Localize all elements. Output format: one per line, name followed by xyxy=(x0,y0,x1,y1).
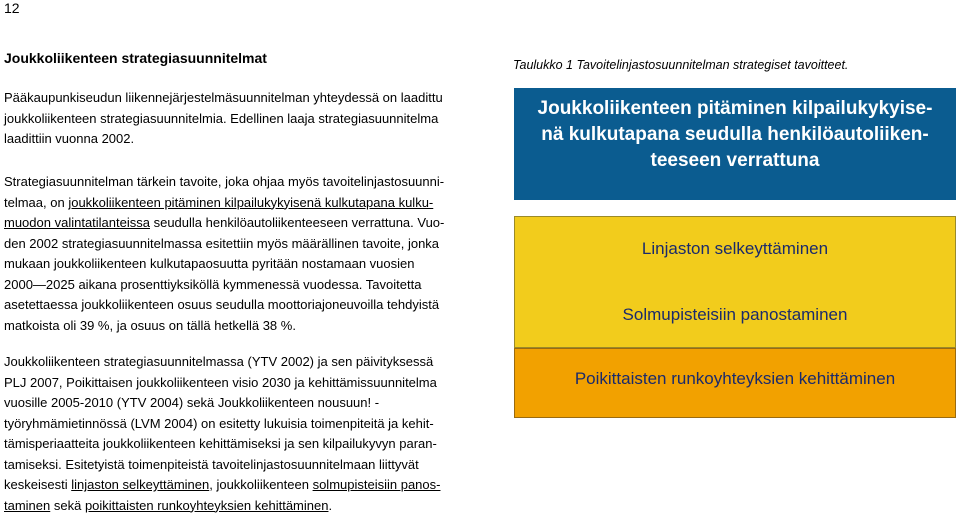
text-line: Pääkaupunkiseudun liikennejärjestelmäsuunnitelman yhteydessä on laadittu xyxy=(4,90,443,105)
text-line: , joukkoliikenteen xyxy=(209,477,313,492)
paragraph-goal xyxy=(4,172,492,336)
underlined-text: solmupisteisiin panos- xyxy=(312,477,441,492)
sub-goals-box xyxy=(514,216,956,348)
text-line: Joukkoliikenteen strategiasuunnitelmassa (YTV 2002) ja sen päivityksessä xyxy=(4,354,434,369)
underlined-text: muodon valintatilanteissa xyxy=(4,215,150,230)
page-number: 12 xyxy=(4,0,20,16)
cross-links-box xyxy=(514,348,956,418)
main-goal-box xyxy=(514,88,956,200)
text-line: keskeisesti xyxy=(4,477,72,492)
text-line: 2000—2025 aikana prosenttiyksiköllä kymmenessä vuodessa. Tavoitetta xyxy=(4,276,422,292)
underlined-text: poikittaisten runkoyhteyksien kehittäminen xyxy=(84,497,329,513)
text-line: sekä xyxy=(50,497,85,513)
text-line: Strategiasuunnitelman tärkein tavoite, joka ohjaa myös tavoitelinjastosuunni- xyxy=(4,174,445,189)
goal-line: teeseen verrattuna xyxy=(650,150,820,171)
goal-item-network-clarity: Linjaston selkeyttäminen xyxy=(641,239,829,258)
underlined-text: taminen xyxy=(4,497,51,513)
text-line: PLJ 2007, Poikittaisen joukkoliikenteen visio 2030 ja kehittämissuunnitelma xyxy=(4,374,437,390)
text-line: den 2002 strategiasuunnitelmassa esitettiin myös määrällinen tavoite, jonka xyxy=(4,235,440,251)
text-line: joukkoliikenteen strategiasuunnitelmia. Edellinen laaja strategiasuunnitelma xyxy=(4,110,439,126)
paragraph-measures xyxy=(4,352,492,516)
text-line: tämisperiaatteita joukkoliikenteen kehittämiseksi ja sen kilpailukyvyn paran- xyxy=(4,436,437,451)
text-line: vuosille 2005-2010 (YTV 2004) sekä Joukkoliikenteen nousuun! - xyxy=(4,395,380,410)
text-line: mukaan joukkoliikenteen kulkutapaosuutta pyritään nostamaan vuosien xyxy=(4,256,415,271)
section-heading: Joukkoliikenteen strategiasuunnitelmat xyxy=(4,50,267,66)
text-line: . xyxy=(328,497,333,513)
paragraph-intro xyxy=(4,88,492,150)
goal-line: Joukkoliikenteen pitäminen kilpailukykyise- xyxy=(537,98,933,119)
text-line: seudulla henkilöautoliikenteeseen verrattuna. Vuo- xyxy=(149,215,445,230)
underlined-text: joukkoliikenteen pitäminen kilpailukykyisenä kulkutapana kulku- xyxy=(68,194,434,210)
text-line: työryhmämietinnössä (LVM 2004) on esitetty lukuisia toimenpiteitä ja kehit- xyxy=(4,415,434,431)
goal-item-cross-links: Poikittaisten runkoyhteyksien kehittäminen xyxy=(574,369,896,388)
text-line: matkoista oli 39 %, ja osuus on tällä hetkellä 38 %. xyxy=(4,317,296,333)
table-caption: Taulukko 1 Tavoitelinjastosuunnitelman strategiset tavoitteet. xyxy=(513,58,849,72)
text-line: asetettaessa joukkoliikenteen osuus seudulla moottoriajoneuvoilla tehdyistä xyxy=(4,297,440,312)
goal-item-hubs: Solmupisteisiin panostaminen xyxy=(622,305,848,324)
underlined-text: linjaston selkeyttäminen xyxy=(71,477,210,492)
text-line: tamiseksi. Esitetyistä toimenpiteistä tavoitelinjastosuunnitelmaan liittyvät xyxy=(4,456,419,472)
goal-line: nä kulkutapana seudulla henkilöautoliiken- xyxy=(541,124,929,145)
text-line: telmaa, on xyxy=(4,194,69,210)
text-line: laadittiin vuonna 2002. xyxy=(4,131,135,146)
